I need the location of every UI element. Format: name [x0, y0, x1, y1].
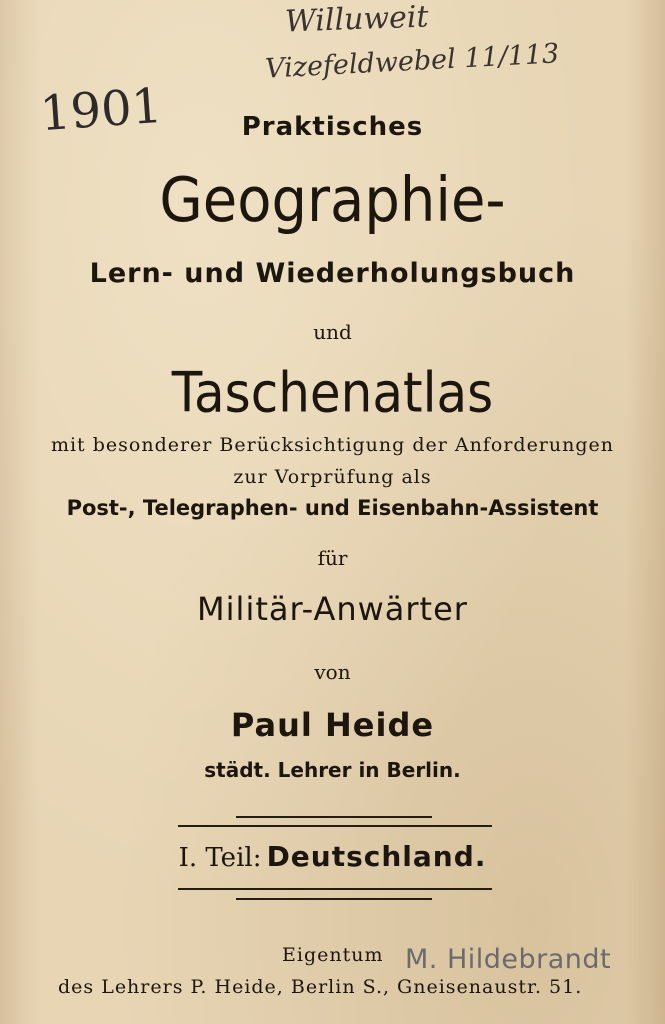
handwritten-name: Willuweit [284, 0, 430, 40]
divider-bottom-2 [236, 898, 432, 900]
author-name: Paul Heide [230, 706, 435, 744]
divider-bottom [178, 888, 492, 890]
handwritten-year: 1901 [38, 77, 164, 143]
title-taschenatlas: Taschenatlas [171, 361, 494, 425]
subtitle-militar-anwarter: Militär-Anwärter [197, 590, 468, 628]
imprint-address: des Lehrers P. Heide, Berlin S., Gneisenaustr. 51. [58, 976, 583, 998]
title-und: und [313, 320, 352, 344]
divider-top [236, 816, 432, 818]
part-heading [0, 840, 665, 873]
part-prefix: I. Teil: [178, 843, 262, 873]
title-lernbuch: Lern- und Wiederholungsbuch [89, 258, 576, 289]
part-name: Deutschland. [266, 840, 487, 873]
subtitle-assistent: Post-, Telegraphen- und Eisenbahn-Assistent [66, 496, 599, 520]
owner-stamp: M. Hildebrandt [405, 944, 612, 975]
title-geographie: Geographie- [159, 164, 506, 237]
divider-top-2 [178, 825, 492, 827]
title-praktisches: Praktisches [241, 112, 424, 142]
subtitle-berucksichtigung: mit besonderer Berücksichtigung der Anforderungen [50, 434, 615, 456]
imprint-eigentum: Eigentum [282, 944, 384, 966]
author-title: städt. Lehrer in Berlin. [204, 758, 461, 782]
handwritten-rank: Vizefeldwebel 11/113 [264, 38, 560, 85]
subtitle-von: von [314, 660, 351, 684]
subtitle-fur: für [317, 546, 348, 570]
subtitle-vorprufung: zur Vorprüfung als [233, 466, 432, 488]
